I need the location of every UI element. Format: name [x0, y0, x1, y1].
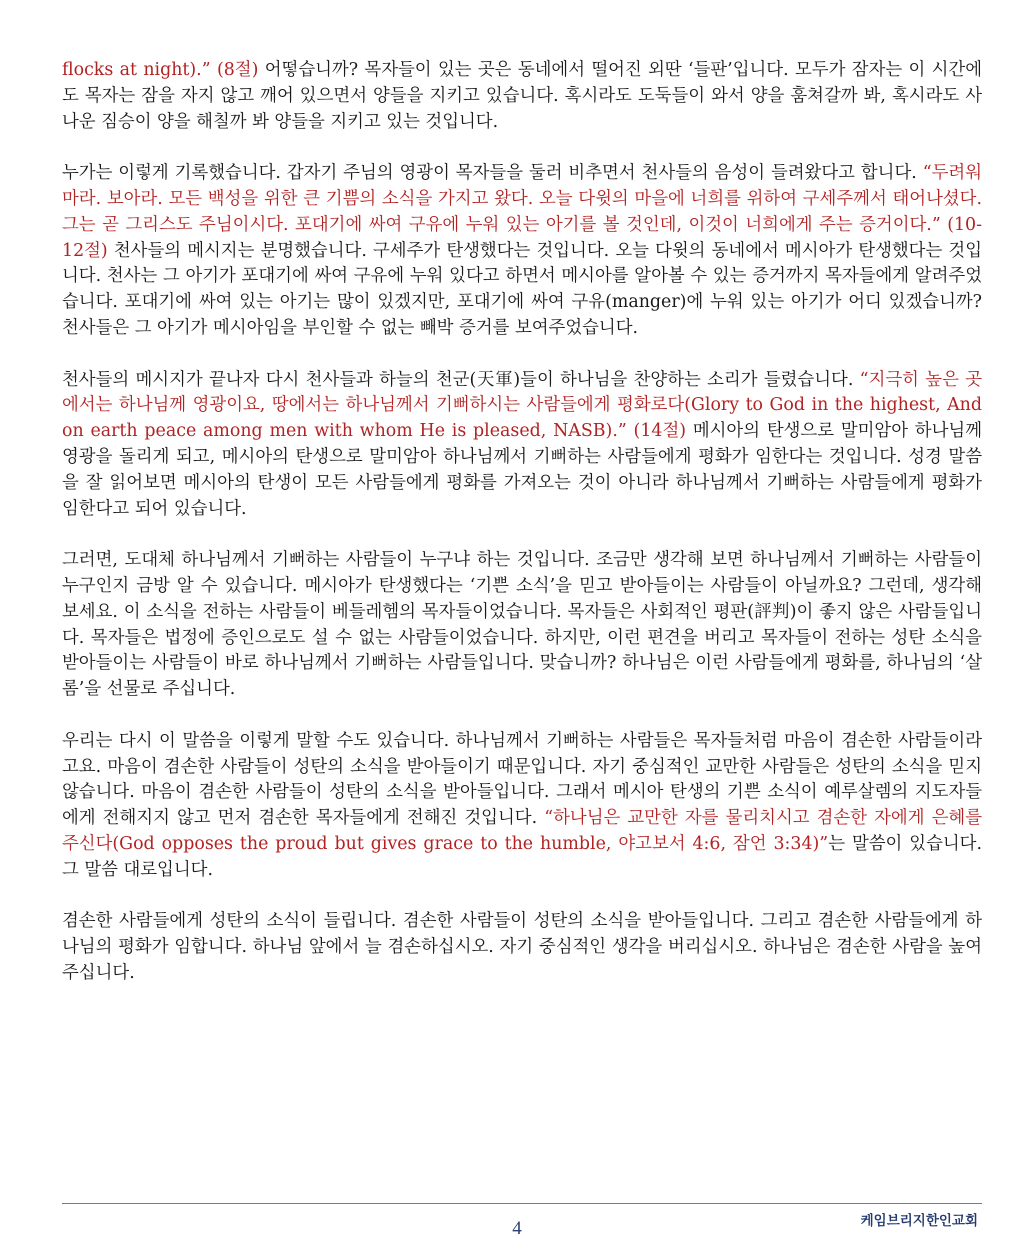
paragraph-2: [62, 161, 982, 342]
page-number: 4: [512, 1218, 522, 1239]
body-text: 누가는 이렇게 기록했습니다. 갑자기 주님의 영광이 목자들을 둘러 비추면서 천사들의 음성이 들려왔다고 합니다.: [62, 163, 923, 184]
scripture-quote: “지극히 높은 곳에서는 하나님께 영광이요, 땅에서는 하나님께서 기뻐하시는 사람들에게 평화로다(Glory to God in the highest, And on earth peace among men with whom He is pleased, NASB).” (14절): [62, 369, 982, 442]
body-text: 겸손한 사람들에게 성탄의 소식이 들립니다. 겸손한 사람들이 성탄의 소식을 받아들입니다. 그리고 겸손한 사람들에게 하나님의 평화가 임합니다. 하나님 앞에서 늘 겸손하십시오. 자기 중심적인 생각을 버리십시오. 하나님은 겸손한 사람을 높여 주십니다.: [62, 911, 982, 983]
footer-divider: [62, 1203, 982, 1204]
body-text: 천사들의 메시지는 분명했습니다. 구세주가 탄생했다는 것입니다. 오늘 다윗의 동네에서 메시아가 탄생했다는 것입니다. 천사는 그 아기가 포대기에 싸여 구유에 누워 있다고 하면서 메시아를 알아볼 수 있는 증거까지 목자들에게 알려주었습니다. 포대기에 싸여 있는 아기는 많이 있겠지만, 포대기에 싸여 구유(manger)에 누워 있는 아기가 어디 있겠습니까? 천사들은 그 아기가 메시아임을 부인할 수 없는 빼박 증거를 보여주었습니다.: [62, 240, 982, 338]
paragraph-1: [62, 58, 982, 135]
paragraph-4: [62, 548, 982, 703]
body-text: 메시아의 탄생으로 말미암아 하나님께 영광을 돌리게 되고, 메시아의 탄생으로 말미암아 하나님께서 기뻐하는 사람들에게 평화가 임한다는 것입니다. 성경 말씀을 잘 읽어보면 메시아의 탄생이 모든 사람들에게 평화를 가져오는 것이 아니라 하나님께서 기뻐하는 사람들에게 평화가 임한다고 되어 있습니다.: [62, 421, 983, 519]
paragraph-6: [62, 909, 982, 986]
document-body: [62, 58, 982, 1012]
scripture-quote: flocks at night).” (8절): [62, 60, 259, 80]
body-text: 는 말씀이 있습니다. 그 말씀 대로입니다.: [62, 833, 982, 880]
church-name: 케임브리지한인교회: [860, 1213, 978, 1229]
paragraph-5: [62, 729, 982, 884]
body-text: 어떻습니까? 목자들이 있는 곳은 동네에서 떨어진 외딴 ‘들판’입니다. 모두가 잠자는 이 시간에도 목자는 잠을 자지 않고 깨어 있으면서 양들을 지키고 있습니다. 혹시라도 도둑들이 와서 양을 훔쳐갈까 봐, 혹시라도 사나운 짐승이 양을 해칠까 봐 양들을 지키고 있는 것입니다.: [62, 60, 983, 132]
paragraph-3: [62, 368, 982, 523]
body-text: 천사들의 메시지가 끝나자 다시 천사들과 하늘의 천군(天軍)들이 하나님을 찬양하는 소리가 들렸습니다.: [62, 369, 860, 390]
body-text: 그러면, 도대체 하나님께서 기뻐하는 사람들이 누구냐 하는 것입니다. 조금만 생각해 보면 하나님께서 기뻐하는 사람들이 누구인지 금방 알 수 있습니다. 메시아가 탄생했다는 ‘기쁜 소식’을 믿고 받아들이는 사람들이 아닐까요? 그런데, 생각해 보세요. 이 소식을 전하는 사람들이 베들레헴의 목자들이었습니다. 목자들은 사회적인 평판(評判)이 좋지 않은 사람들입니다. 목자들은 법정에 증인으로도 설 수 없는 사람들이었습니다. 하지만, 이런 편견을 버리고 목자들이 전하는 성탄 소식을 받아들이는 사람들이 바로 하나님께서 기뻐하는 사람들입니다. 맞습니까? 하나님은 이런 사람들에게 평화를, 하나님의 ‘살롬’을 선물로 주십니다.: [62, 550, 982, 700]
body-text: 우리는 다시 이 말씀을 이렇게 말할 수도 있습니다. 하나님께서 기뻐하는 사람들은 목자들처럼 마음이 겸손한 사람들이라고요. 마음이 겸손한 사람들이 성탄의 소식을 받아들이기 때문입니다. 자기 중심적인 교만한 사람들은 성탄의 소식을 믿지 않습니다. 마음이 겸손한 사람들이 성탄의 소식을 받아들입니다. 그래서 메시아 탄생의 기쁜 소식이 예루살렘의 지도자들에게 전해지지 않고 먼저 겸손한 목자들에게 전해진 것입니다.: [62, 730, 982, 829]
scripture-quote: “하나님은 교만한 자를 물리치시고 겸손한 자에게 은혜를 주신다(God opposes the proud but gives grace to the humble, 야고보서 4:6, 잠언 3:34)”: [62, 808, 982, 854]
scripture-quote: “두려워 마라. 보아라. 모든 백성을 위한 큰 기쁨의 소식을 가지고 왔다. 오늘 다윗의 마을에 너희를 위하여 구세주께서 태어나셨다. 그는 곧 그리스도 주님이시다. 포대기에 싸여 구유에 누워 있는 아기를 볼 것인데, 이것이 너희에게 주는 증거이다.” (10-12절): [62, 163, 982, 261]
